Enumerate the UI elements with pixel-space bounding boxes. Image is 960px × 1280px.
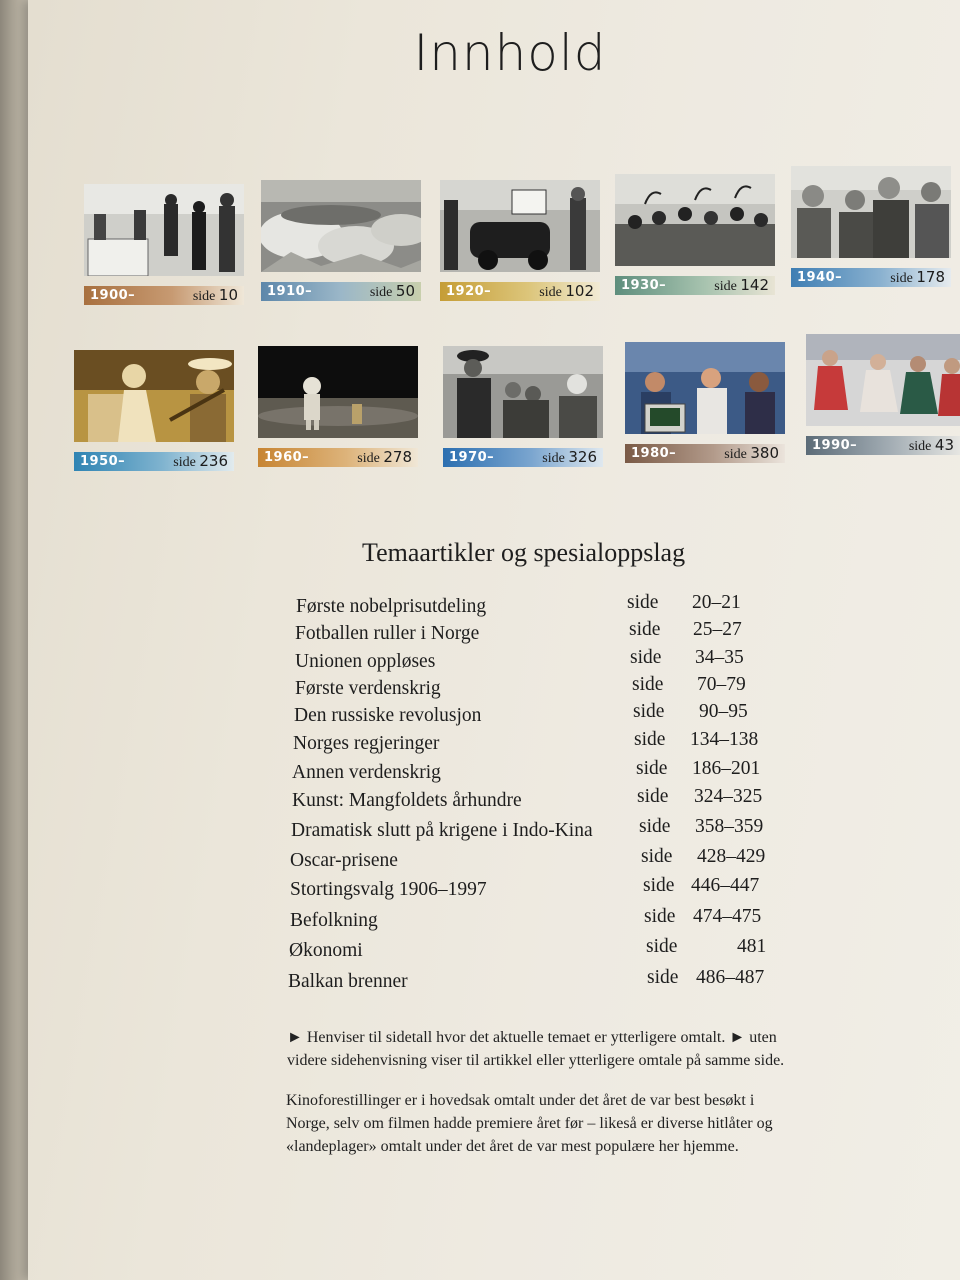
photo-1940 — [791, 166, 951, 258]
toc-row[interactable] — [293, 729, 793, 761]
decade-year: 1990– — [812, 438, 858, 453]
toc-row[interactable] — [290, 906, 790, 938]
toc-side: side — [639, 816, 671, 837]
decade-page: side 380 — [724, 444, 779, 462]
toc-pages: 324–325 — [694, 786, 763, 807]
toc-pages: 25–27 — [693, 619, 742, 640]
decade-page: side 50 — [369, 282, 415, 300]
decade-1990[interactable] — [806, 334, 960, 455]
decade-bar — [443, 448, 603, 467]
decade-page: side 142 — [714, 276, 769, 294]
decade-page: side 43 — [908, 436, 954, 454]
decade-1920[interactable] — [440, 180, 600, 301]
decade-year: 1940– — [797, 270, 843, 285]
decade-1900[interactable] — [84, 184, 244, 305]
toc-row[interactable] — [292, 786, 792, 818]
toc-pages: 20–21 — [692, 592, 741, 613]
toc-pages: 134–138 — [690, 729, 759, 750]
toc-label: Økonomi — [289, 940, 363, 961]
decade-bar — [258, 448, 418, 467]
toc-label: Kunst: Mangfoldets århundre — [292, 790, 522, 811]
toc-row[interactable] — [290, 875, 790, 907]
toc-side: side — [629, 619, 661, 640]
photo-1970 — [443, 346, 603, 438]
decade-1980[interactable] — [625, 342, 785, 463]
photo-1960 — [258, 346, 418, 438]
toc-label: Fotballen ruller i Norge — [295, 623, 480, 644]
toc-pages: 34–35 — [695, 647, 744, 668]
photo-1950 — [74, 350, 234, 442]
arrow-note — [287, 1026, 784, 1072]
photo-1900 — [84, 184, 244, 276]
decade-1930[interactable] — [615, 174, 775, 295]
decade-page: side 178 — [890, 268, 945, 286]
photo-1920 — [440, 180, 600, 272]
toc-row[interactable] — [291, 816, 791, 848]
toc-row[interactable] — [288, 967, 788, 999]
toc-side: side — [637, 786, 669, 807]
decade-year: 1900– — [90, 288, 136, 303]
toc-side: side — [644, 906, 676, 927]
toc-pages: 486–487 — [696, 967, 765, 988]
toc-pages: 428–429 — [697, 846, 766, 867]
decade-bar — [84, 286, 244, 305]
toc-label: Annen verdenskrig — [292, 762, 441, 783]
toc-pages: 70–79 — [697, 674, 746, 695]
decade-page: side 278 — [357, 448, 412, 466]
decade-bar — [791, 268, 951, 287]
decade-1960[interactable] — [258, 346, 418, 467]
toc-label: Dramatisk slutt på krigene i Indo-Kina — [291, 820, 593, 841]
decade-page: side 102 — [539, 282, 594, 300]
decade-year: 1980– — [631, 446, 677, 461]
toc-side: side — [633, 701, 665, 722]
decade-bar — [806, 436, 960, 455]
arrow-note-line: videre sidehenvisning viser til artikkel eller ytterligere omtale på samme side. — [287, 1052, 785, 1069]
toc-pages: 186–201 — [692, 758, 761, 779]
decade-bar — [440, 282, 600, 301]
section-heading: Temaartikler og spesialoppslag — [362, 538, 686, 567]
toc-side: side — [641, 846, 673, 867]
cinema-note — [286, 1089, 773, 1158]
toc-label: Norges regjeringer — [293, 733, 440, 754]
toc-side: side — [646, 936, 678, 957]
toc-label: Unionen oppløses — [295, 651, 436, 672]
toc-label: Balkan brenner — [288, 971, 408, 992]
toc-side: side — [647, 967, 679, 988]
photo-1910 — [261, 180, 421, 272]
toc-row[interactable] — [289, 936, 789, 968]
decade-year: 1950– — [80, 454, 126, 469]
toc-pages: 481 — [737, 936, 767, 957]
decade-bar — [261, 282, 421, 301]
cinema-note-line: Norge, selv om filmen hadde premiere året før – likeså er diverse hitlåter og — [286, 1115, 773, 1132]
decade-1940[interactable] — [791, 166, 951, 287]
arrow-note-line: ► Henviser til sidetall hvor det aktuelle temaet er ytterligere omtalt. ► uten — [287, 1029, 777, 1046]
toc-pages: 446–447 — [691, 875, 760, 896]
toc-pages: 90–95 — [699, 701, 748, 722]
toc-side: side — [632, 674, 664, 695]
toc-label: Stortingsvalg 1906–1997 — [290, 879, 487, 900]
toc-side: side — [643, 875, 675, 896]
toc-side: side — [630, 647, 662, 668]
decade-bar — [615, 276, 775, 295]
decade-year: 1920– — [446, 284, 492, 299]
photo-1990 — [806, 334, 960, 426]
toc-side: side — [627, 592, 659, 613]
decade-bar — [625, 444, 785, 463]
toc-side: side — [634, 729, 666, 750]
decade-year: 1930– — [621, 278, 667, 293]
decade-1950[interactable] — [74, 350, 234, 471]
toc-side: side — [636, 758, 668, 779]
decade-1970[interactable] — [443, 346, 603, 467]
decade-year: 1970– — [449, 450, 495, 465]
toc-label: Oscar-prisene — [290, 850, 398, 871]
toc-label: Første nobelprisutdeling — [296, 596, 487, 617]
decade-page: side 236 — [173, 452, 228, 470]
toc-label: Første verdenskrig — [295, 678, 441, 699]
toc-label: Befolkning — [290, 910, 378, 931]
cinema-note-line: «landeplager» omtalt under det året de var mest populære her hjemme. — [286, 1138, 739, 1155]
photo-1930 — [615, 174, 775, 266]
toc-pages: 358–359 — [695, 816, 764, 837]
cinema-note-line: Kinoforestillinger er i hovedsak omtalt under det året de var best besøkt i — [286, 1092, 755, 1109]
toc-pages: 474–475 — [693, 906, 762, 927]
decade-page: side 326 — [542, 448, 597, 466]
decade-page: side 10 — [192, 286, 238, 304]
decade-bar — [74, 452, 234, 471]
page-title: Innhold — [413, 24, 607, 82]
decade-year: 1960– — [264, 450, 310, 465]
toc-label: Den russiske revolusjon — [294, 705, 482, 726]
decade-year: 1910– — [267, 284, 313, 299]
photo-1980 — [625, 342, 785, 434]
toc-row[interactable] — [290, 846, 790, 878]
decade-1910[interactable] — [261, 180, 421, 301]
